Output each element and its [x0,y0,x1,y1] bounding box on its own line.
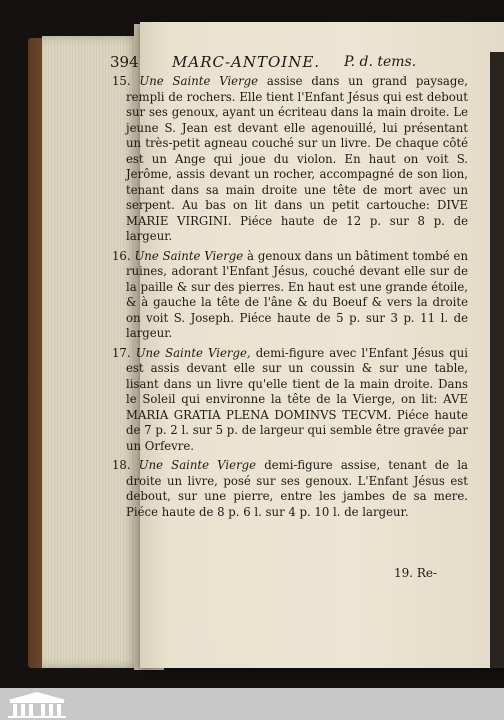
entry-title: Une Sainte Vierge [138,458,257,472]
entry-number: 16. [112,248,131,263]
entry-number: 17. [112,345,131,360]
right-page-strip [490,52,504,668]
entry-number: 15. [112,74,131,88]
entry-15 [112,74,468,245]
page-number: 394 [110,53,139,71]
entry-number: 18. [112,458,131,472]
entry-text: demi-figure avec l'Enfant Jésus qui est assis devant elle sur un coussin & sur une table, lisant dans un livre qu'elle tient de la main droite. Dans le Soleil qui environne la tête de la Vierge, on lit: AVE MARIA GRATIA PLENA DOMINVS TECVM. Piéce haute de 7 p. 2 l. sur 5 p. de largeur qui semble être gravée par un Orfevre. [126,345,468,453]
entry-18 [112,458,468,520]
entry-title: Une Sainte Vierge, [135,345,251,360]
entry-text: assise dans un grand paysage, rempli de rochers. Elle tient l'Enfant Jésus qui est debout sur ses genoux, ayant un écriteau dans la main droite. Le jeune S. Jean est devant elle agenouillé, lui présentant un très-petit agneau couché sur un livre. De chaque côté est un Ange qui joue du violon. En haut on voit S. Jerôme, assis devant un rocher, accompagné de son lion, tenant dans sa main droite une tête de mort avec un serpent. Au bas on lit dans un petit cartouche: DIVE MARIE VIRGINI. Piéce haute de 12 p. sur 8 p. de largeur. [126,74,469,243]
entry-16 [112,249,468,342]
entry-text: à genoux dans un bâtiment tombé en ruines, adorant l'Enfant Jésus, couché devant elle sur de la paille & sur des pierres. En haut est une grande étoile, & à gauche la tête de l'âne & du Boeuf & vers la droite on voit S. Joseph. Piéce haute de 5 p. sur 3 p. 11 l. de largeur. [126,248,469,340]
library-building-icon [6,690,68,718]
entry-17 [112,346,468,455]
page-text [112,74,468,524]
running-head [110,53,470,73]
entry-text: demi-figure assise, tenant de la droite un livre, posé sur ses genoux. L'Enfant Jésus est debout, sur une pierre, entre les jambes de sa mere. Piéce haute de 8 p. 6 l. sur 4 p. 10 l. de largeur. [126,458,469,519]
footer-bar [0,688,504,720]
catchword: 19. Re- [394,566,438,580]
running-subtitle: P. d. tems. [344,54,417,70]
entry-title: Une Sainte Vierge [134,248,244,263]
running-title: MARC-ANTOINE. [172,53,321,71]
entry-title: Une Sainte Vierge [139,74,259,88]
